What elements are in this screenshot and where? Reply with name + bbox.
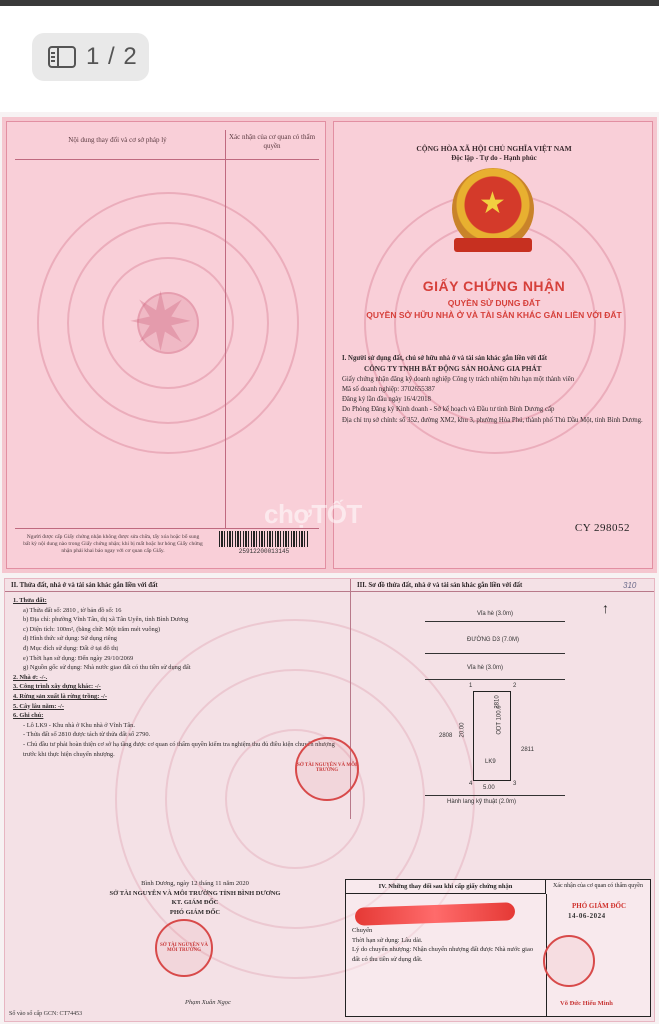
land-heading: 1. Thửa đất:: [13, 597, 47, 604]
changes-table: [345, 879, 651, 1017]
drum-star-icon: ✷: [127, 280, 195, 368]
corner-point: 3: [513, 781, 517, 787]
neighbor-lot: 2808: [439, 733, 453, 739]
corner-point: 1: [469, 683, 473, 689]
owner-company-name: CÔNG TY TNHH BẤT ĐỘNG SẢN HOÀNG GIA PHÁT: [364, 365, 542, 374]
inner-page-header: [5, 579, 654, 592]
plot-diagram: [405, 609, 575, 809]
land-detail: e) Thời hạn sử dụng: Đến ngày 29/10/2069: [23, 654, 134, 662]
cover-page: [333, 121, 653, 569]
land-heading: 6. Ghi chú:: [13, 712, 44, 720]
changes-col-content: Nội dung thay đổi và cơ sở pháp lý: [68, 136, 167, 144]
road-label: Vỉa hè (3.0m): [467, 665, 504, 671]
seal-text: SỞ TÀI NGUYÊN VÀ MÔI TRƯỜNG: [159, 943, 209, 953]
owner-detail: Mã số doanh nghiệp: 3702655387: [342, 385, 435, 393]
dimension-label: 5.00: [483, 785, 495, 791]
lot-label: LK9: [485, 759, 496, 765]
certificate-serial: CY 298052: [574, 522, 630, 534]
signer-title: KT. GIÁM ĐỐC: [171, 899, 219, 906]
land-heading: 2. Nhà ở: -/-.: [13, 673, 48, 681]
nation-title: CỘNG HÒA XÃ HỘI CHỦ NGHĨA VIỆT NAM: [416, 144, 572, 153]
owner-detail: Do Phòng Đăng ký Kinh doanh - Sở kế hoạch và Đầu tư tỉnh Bình Dương cấp: [342, 406, 555, 414]
north-arrow-icon: ↑: [602, 602, 609, 617]
change-signer: Võ Đức Hiếu Minh: [560, 1000, 613, 1007]
land-heading: 4. Rừng sản xuất là rừng trồng: -/-: [13, 692, 107, 700]
land-detail: d) Hình thức sử dụng: Sử dụng riêng: [23, 635, 117, 643]
land-heading: 3. Công trình xây dựng khác: -/-: [13, 683, 101, 691]
road-label: Hành lang kỹ thuật (2.0m): [447, 799, 517, 805]
corner-point: 4: [469, 781, 473, 787]
changes-title: IV. Những thay đổi sau khi cấp giấy chứng nhận: [346, 880, 546, 894]
certificate-title: GIẤY CHỨNG NHẬN: [422, 278, 566, 294]
signer-name: Phạm Xuân Ngọc: [185, 999, 231, 1006]
issue-register-number: Số vào sổ cấp GCN: CT74453: [9, 1011, 83, 1017]
page-counter-button[interactable]: [32, 33, 149, 81]
page-counter-label: 1 / 2: [86, 43, 138, 70]
road-label: ĐƯỜNG D3 (7.0M): [467, 637, 519, 643]
changes-table-header: [15, 130, 319, 160]
section-3-title: III. Sơ đồ thửa đất, nhà ở và tài sản khác gắn liền với đất: [357, 582, 523, 589]
land-detail: đ) Mục đích sử dụng: Đất ở tại đô thị: [23, 644, 119, 652]
changes-confirm-header: Xác nhận của cơ quan có thẩm quyền: [553, 883, 643, 889]
owner-detail: Địa chỉ trụ sở chính: số 352, đường XM2, khu 3, phường Hòa Phú, thành phố Thủ Dầu Một, tỉnh Bình Dương.: [342, 416, 643, 424]
change-line: Thời hạn sử dụng: Lâu dài.: [352, 936, 423, 944]
road-line: [425, 679, 565, 680]
land-detail: b) Địa chỉ: phường Vĩnh Tân, thị xã Tân Uyên, tỉnh Bình Dương: [23, 616, 189, 624]
change-line: Chuyển: [352, 927, 373, 934]
official-seal: [295, 737, 359, 801]
certificate-scan[interactable]: [0, 112, 659, 1024]
official-seal: [155, 919, 213, 977]
signer-role: PHÓ GIÁM ĐỐC: [169, 908, 221, 916]
land-heading: 5. Cây lâu năm: -/-: [13, 702, 64, 710]
owner-section: [342, 354, 647, 426]
owner-detail: Giấy chứng nhận đăng ký doanh nghiệp Công ty trách nhiệm hữu hạn một thành viên: [342, 375, 575, 383]
issuing-agency: SỞ TÀI NGUYÊN VÀ MÔI TRƯỜNG TỈNH BÌNH DƯƠNG: [109, 889, 281, 897]
lot-type: ODT 100.0: [496, 705, 503, 735]
owner-detail: Đăng ký lần đầu ngày 16/4/2018: [342, 396, 431, 404]
certificate-subtitle: QUYỀN SỞ HỮU NHÀ Ở VÀ TÀI SẢN KHÁC GẮN LIỀN VỚI ĐẤT: [366, 310, 622, 320]
date-stamp: 14-06-2024: [568, 912, 606, 920]
land-detail: g) Nguồn gốc sử dụng: Nhà nước giao đất có thu tiền sử dụng đất: [23, 664, 191, 672]
certificate-subtitle: QUYỀN SỬ DỤNG ĐẤT: [447, 298, 541, 308]
status-strip: [0, 0, 659, 6]
issue-place-date: Bình Dương, ngày 12 tháng 11 năm 2020: [141, 880, 249, 887]
dimension-label: 20.00: [459, 722, 466, 738]
chotot-watermark: chợTỐT: [264, 499, 362, 529]
neighbor-lot: 2811: [521, 747, 534, 753]
emblem-ribbon: [454, 238, 532, 252]
table-divider: [225, 130, 226, 528]
land-plot-details: [13, 596, 343, 759]
signature-block: [65, 879, 325, 917]
certificate-inner-page: [4, 578, 655, 1022]
barcode: [219, 531, 309, 547]
change-line: Lý do chuyển nhượng: Nhận chuyển nhượng đất được Nhà nước giao đất có thu tiền sử dụng đất.: [352, 946, 534, 963]
lot-number: 2810: [494, 695, 501, 709]
road-line: [425, 795, 565, 796]
official-seal: [543, 935, 595, 987]
land-note: - Thửa đất số 2810 được tách từ thửa đất số 2790.: [23, 731, 151, 739]
seal-text: SỞ TÀI NGUYÊN VÀ MÔI TRƯỜNG: [297, 763, 357, 773]
gallery-icon: [48, 46, 76, 68]
road-line: [425, 653, 565, 654]
handwritten-page-number: 310: [623, 581, 637, 590]
lot-boundary: [473, 691, 511, 781]
road-label: Vỉa hè (3.0m): [477, 611, 514, 617]
changes-col-confirm: Xác nhận của cơ quan có thẩm quyền: [228, 133, 316, 150]
section-2-title: II. Thửa đất, nhà ở và tài sản khác gắn liền với đất: [11, 582, 158, 589]
road-line: [425, 621, 565, 622]
barcode-number: 25912200013145: [238, 548, 290, 555]
warning-footnote: Người được cấp Giấy chứng nhận không được sửa chữa, tẩy xóa hoặc bổ sung bất kỳ nội dung nào trong Giấy chứng nhận; khi bị mất hoặc hư hỏng Giấy chứng nhận phải khai báo ngay với cơ quan cấp Giấy.: [23, 534, 203, 554]
owner-section-title: I. Người sử dụng đất, chủ sở hữu nhà ở và tài sản khác gắn liền với đất: [342, 355, 548, 362]
viewer-top-bar: [0, 0, 659, 112]
land-note: - Lô LK9 - Khu nhà ở Khu nhà ở Vĩnh Tân.: [23, 721, 135, 729]
corner-point: 2: [513, 683, 517, 689]
emblem-star-icon: ★: [479, 187, 506, 220]
national-motto: Độc lập - Tự do - Hạnh phúc: [451, 154, 537, 162]
land-note: - Chủ đầu tư phải hoàn thiện cơ sở hạ tầng được cơ quan có thẩm quyền kiểm tra nghiệm thu đủ điều kiện chuyển nhượng trước khi thực hiện chuyển nhượng.: [23, 740, 335, 758]
stamp-role: PHÓ GIÁM ĐỐC: [572, 902, 627, 910]
land-detail: c) Diện tích: 100m², (bằng chữ: Một trăm mét vuông): [23, 625, 161, 633]
changes-body: [352, 926, 542, 964]
certificate-cover-spread: [2, 117, 657, 573]
land-detail: a) Thửa đất số: 2810 , tờ bản đồ số: 16: [23, 606, 122, 614]
